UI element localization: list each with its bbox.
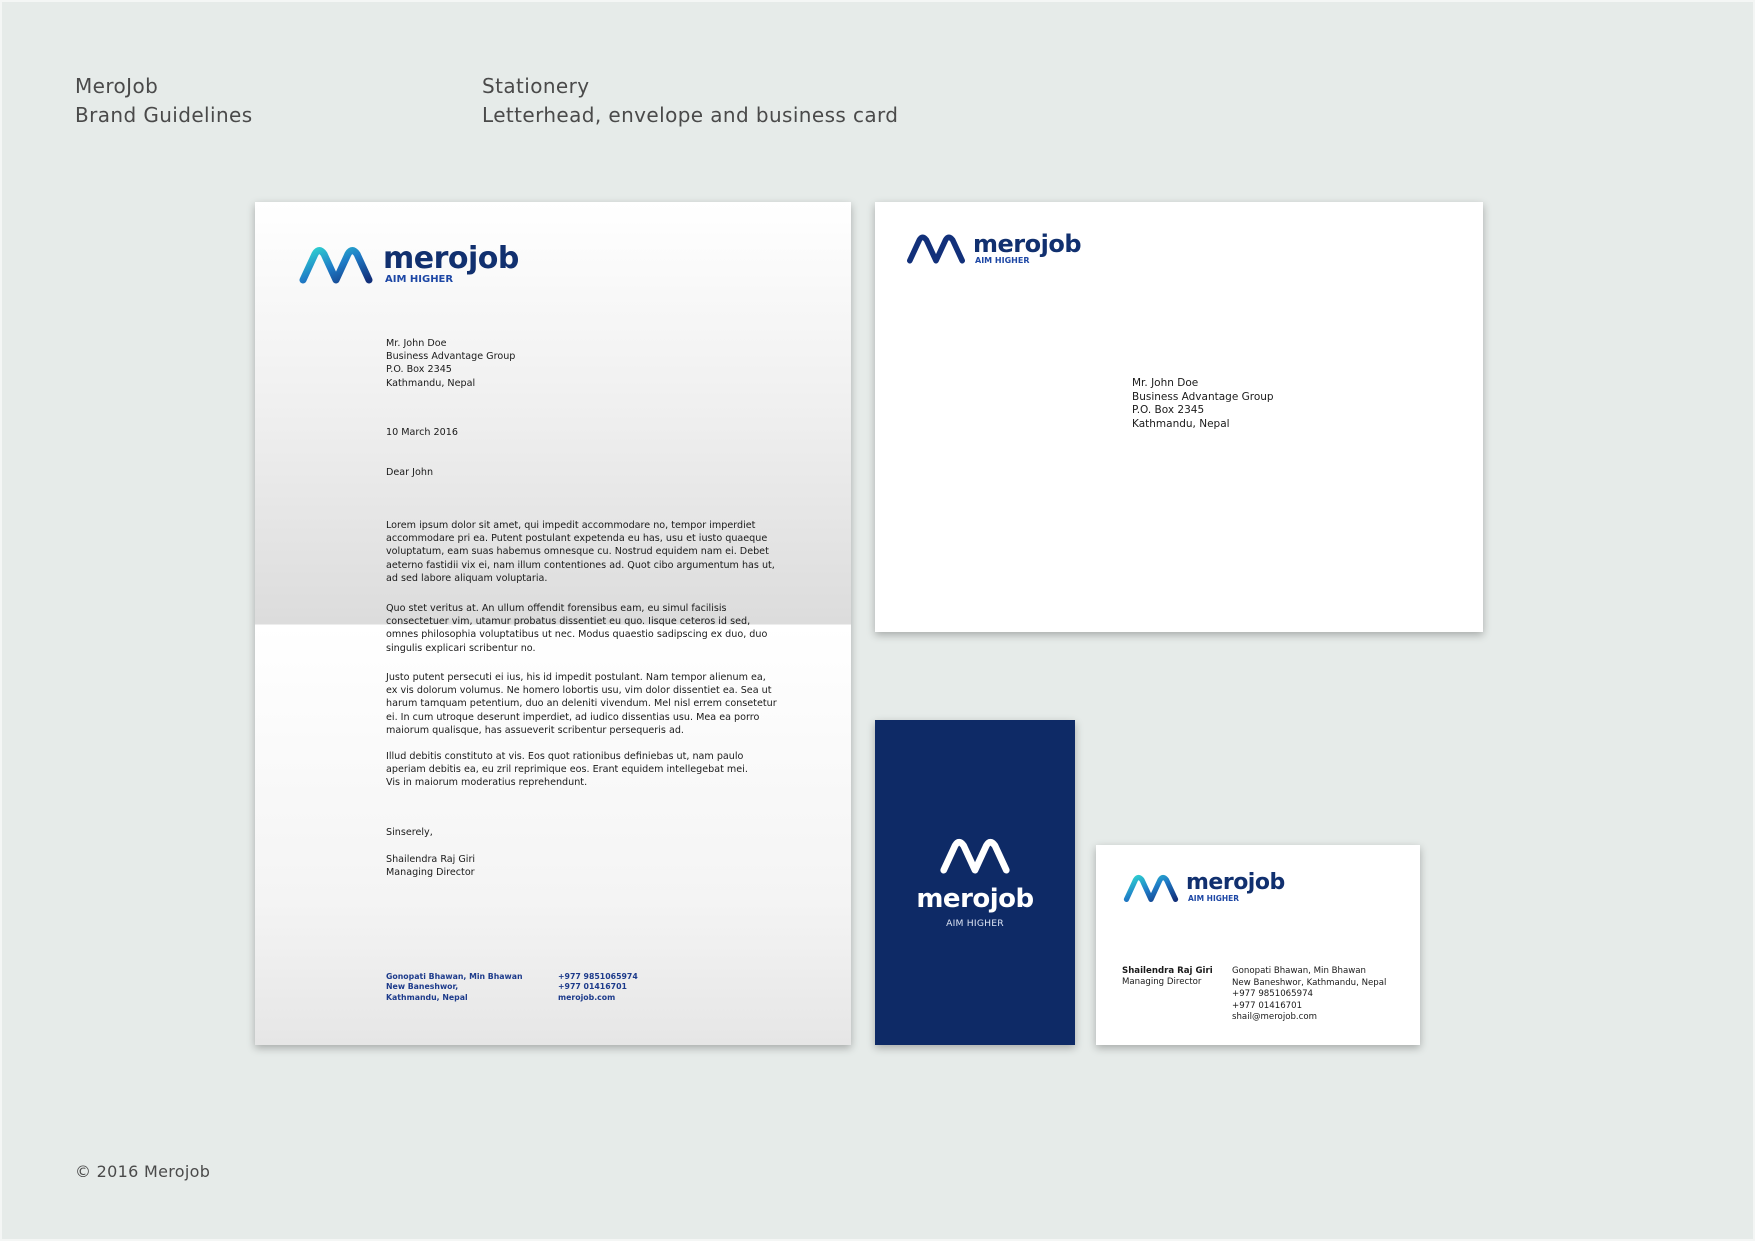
card-front-logo — [875, 834, 1075, 929]
letterhead-footer-address — [386, 972, 523, 1003]
paragraph-line: Justo putent persecuti ei ius, his id impedit postulant. Nam tempor alienum ea, — [386, 672, 766, 683]
recipient-line: P.O. Box 2345 — [1132, 404, 1205, 417]
paragraph-line: ad sed labore aliquam voluptaria. — [386, 572, 548, 584]
paragraph-line: singulis explicari scribentur no. — [386, 642, 536, 654]
logo-tagline: AIM HIGHER — [975, 255, 1030, 265]
brand-name: MeroJob — [75, 74, 159, 98]
recipient-line: Mr. John Doe — [386, 338, 447, 349]
contact-line: merojob.com — [558, 992, 616, 1002]
business-card-front — [875, 720, 1075, 1045]
card-holder-name: Shailendra Raj Giri — [1122, 966, 1213, 976]
logo-wordmark: merojob — [383, 240, 519, 276]
letter-paragraph-3 — [386, 671, 777, 737]
paragraph-line: voluptatum, eam suas habemus omnesque cu. Nostrud equidem nam ei. Debet — [386, 546, 769, 558]
paragraph-line: aperiam debitis ea, eu zril reprimique eos. Erant equidem intellegebat mei. — [386, 764, 748, 776]
merojob-m-logo-icon — [297, 242, 375, 286]
letter-recipient — [386, 337, 515, 390]
envelope-recipient — [1132, 377, 1274, 431]
address-line: Gonopati Bhawan, Min Bhawan — [386, 972, 523, 981]
paragraph-line: consectetuer vim, utamur probatus dissentiet eu quo. Iisque ceteros id sed, — [386, 616, 751, 628]
card-holder — [1122, 966, 1213, 989]
card-detail-line: +977 9851065974 — [1232, 989, 1314, 1000]
card-detail-line: New Baneshwor, Kathmandu, Nepal — [1232, 977, 1387, 988]
letter-salutation: Dear John — [386, 467, 434, 478]
card-detail-line: Gonopati Bhawan, Min Bhawan — [1232, 966, 1366, 976]
card-back-logo — [1122, 871, 1285, 904]
contact-line: +977 9851065974 — [558, 972, 638, 981]
logo-wordmark: merojob — [973, 229, 1082, 258]
merojob-m-logo-icon — [938, 834, 1012, 876]
merojob-m-logo-icon — [1122, 871, 1180, 904]
logo-tagline: AIM HIGHER — [946, 918, 1004, 929]
signer-title: Managing Director — [386, 867, 475, 879]
recipient-line: Kathmandu, Nepal — [1132, 417, 1230, 430]
paragraph-line: Illud debitis constituto at vis. Eos quot rationibus definiebas ut, nam paulo — [386, 751, 744, 762]
section-subtitle: Letterhead, envelope and business card — [482, 103, 899, 127]
card-details — [1232, 966, 1386, 1024]
logo-wordmark: merojob — [916, 884, 1034, 914]
letterhead-logo — [297, 242, 519, 286]
section-header — [482, 72, 898, 130]
address-line: Kathmandu, Nepal — [386, 992, 468, 1002]
logo-wordmark: merojob — [1186, 870, 1285, 895]
logo-tagline: AIM HIGHER — [1188, 894, 1240, 903]
contact-line: +977 01416701 — [558, 982, 627, 992]
logo-tagline: AIM HIGHER — [385, 273, 454, 285]
letter-paragraph-2 — [386, 602, 767, 655]
letter-paragraph-1 — [386, 519, 775, 585]
recipient-line: Mr. John Doe — [1132, 377, 1199, 389]
paragraph-line: Quo stet veritus at. An ullum offendit forensibus eam, eu simul facilisis — [386, 603, 727, 614]
card-holder-title: Managing Director — [1122, 977, 1202, 988]
copyright: © 2016 Merojob — [75, 1162, 211, 1181]
paragraph-line: harum tamquam petentium, duo an deleniti vivendum. Mel nisl errem consetetur — [386, 698, 777, 710]
brand-subtitle: Brand Guidelines — [75, 103, 253, 127]
recipient-line: Business Advantage Group — [386, 351, 516, 363]
paragraph-line: ei. In cum utroque deserunt imperdiet, ad iudico dissentias usu. Mea ea porro — [386, 711, 760, 723]
letterhead — [255, 202, 851, 1045]
recipient-line: P.O. Box 2345 — [386, 364, 452, 376]
card-detail-line: +977 01416701 — [1232, 1000, 1303, 1011]
paragraph-line: accommodare pri ea. Putent postulant expetenda eu has, usu et iusto quaeque — [386, 533, 768, 545]
card-detail-line: shail@merojob.com — [1232, 1012, 1318, 1023]
signer-name: Shailendra Raj Giri — [386, 854, 476, 865]
letter-closing: Sinserely, — [386, 827, 433, 838]
letter-paragraph-4 — [386, 750, 748, 790]
paragraph-line: aeterno fastidii vix ei, nam illum contentiones ad. Quot cibo argumentum has ut, — [386, 559, 775, 571]
address-line: New Baneshwor, — [386, 982, 459, 992]
paragraph-line: Lorem ipsum dolor sit amet, qui impedit accommodare no, tempor imperdiet — [386, 520, 756, 531]
envelope-logo — [905, 230, 1081, 266]
brand-header — [75, 72, 253, 130]
merojob-m-logo-icon — [905, 230, 967, 266]
envelope — [875, 202, 1483, 632]
section-title: Stationery — [482, 74, 590, 98]
paragraph-line: ex vis dolorum volumus. Ne homero lobortis usu, vim dolor dissentiet ea. Sea ut — [386, 685, 772, 697]
paragraph-line: maiorum qualisque, has assueverit scribentur persequeris ad. — [386, 724, 684, 736]
letter-signature — [386, 853, 475, 879]
paragraph-line: Vis in maiorum moderatius reprehendunt. — [386, 777, 588, 789]
business-card-back — [1096, 845, 1420, 1045]
paragraph-line: omnes philosophia voluptatibus ut nec. Modus quaestio sadipscing ex duo, duo — [386, 629, 768, 641]
recipient-line: Kathmandu, Nepal — [386, 377, 476, 389]
letter-date: 10 March 2016 — [386, 427, 458, 438]
recipient-line: Business Advantage Group — [1132, 390, 1274, 403]
letterhead-footer-contact — [558, 972, 638, 1003]
